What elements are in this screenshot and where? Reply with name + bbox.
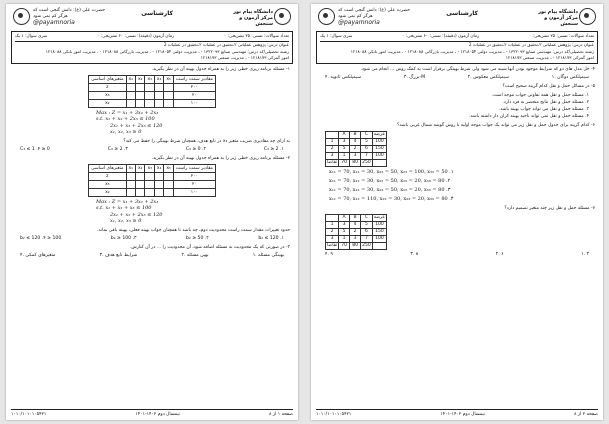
page-footer [316,409,598,417]
option-3[interactable]: شرایط تابع هدف .۳ [99,252,138,258]
lp-model-1: Max : Z = x₁ + 3x₂ + 2x₃ s.t. x₁ + x₂ + 2x₃ ≤ 100 2x₁ + x₂ + 2x₃ ≤ 120 x₁, x₂, x₃ ≥ 0 [96,109,163,135]
table-row: ۱۰۰ x₂ [89,188,216,196]
question-4: ۴- حل مدل های دو که شرایط موجود بودن آنها شبیه می شود ولی شرط بهینگی برقرار است به کمک روش ... انجام می شود. [360,66,595,72]
course-title: عنوان درس: پژوهش عملیاتی ۲،تحقیق در عملیات ۲،تحقیق در عملیات 2 [468,42,594,47]
option-2[interactable]: b₂ ≥ 50 .۲ [186,235,209,241]
page-footer [11,409,293,417]
option-1[interactable]: C₃ ≥ 2 .۱ [263,146,284,152]
transport-table-2: A B C عرضه 1 3 4 5 100 2 5 2 6 150 3 1 3 7 100 تقاضا 70 80 250 [327,215,386,248]
footer-page-number: صفحه ۱ از ۸ [269,412,293,417]
brand-logo-icon [318,8,335,25]
table-row: 1 3 4 5 100 [326,221,387,228]
question-5-option-1[interactable]: ۱. مسئله حمل و نقل همه نفاوتی جواب موجه است. [491,92,589,98]
option-3[interactable]: M-بزرگ .۳ [403,74,426,80]
question-6-option-4[interactable]: x₁₁ = 70, x₁₂ = 110, x₂₂ = 30, x₂₃ = 20, x₃₃ = 80 .۴ [329,195,454,202]
exam-info-box [316,31,598,64]
question-1: ۱- مسئله برنامه ریزی خطی زیر را به همراه جدول بهینه آن در نظر بگیرید. [151,66,290,72]
university-logo-icon [274,8,291,25]
table-row: ۱۰۰ x₂ [89,99,216,107]
course-codes-2: امور گمرکی ۱۲۱۸۱۷۳ - ، مدیریت صنعتی ۱۲۱۸۱۷۳ [200,55,289,60]
table-row: ۲۰ x₅ [89,180,216,188]
question-5: ۵- در مسائل حمل و نقل کدام گزینه صحیح است؟ [502,83,595,89]
col-header: x₃ [145,75,154,83]
simplex-table [88,75,216,108]
question-1-sub: به ازای چه مقادیری ضریب متغیر x₃ در تابع هدف، همچنان شرط بهینگی را حفظ می کند؟ [123,138,290,144]
university-name: دانشگاه پیام نور مرکز آزمون و سنجش [538,9,578,27]
transport-table: A B C عرضه 1 3 4 5 100 2 5 2 6 150 3 1 3 7 100 تقاضا 70 80 250 [327,132,386,165]
course-codes-2: امور گمرکی ۱۲۱۸۱۷۳ - ، مدیریت صنعتی ۱۲۱۸۱۷۳ [505,55,594,60]
table-row: 1 3 4 5 100 [326,138,387,145]
question-3: ۳- در صورتی که یک محدودیت به مسئله اضافه شود، آن محدودیت را ... در آن کنارش. [129,244,290,250]
col-header: مقادیر سمت راست [173,75,215,83]
col-header: x₂ [135,75,144,83]
option-1[interactable]: b₂ ≤ 120 .۱ [258,235,284,241]
course-codes: رشته تحصیلی/کد درس: مهندسی صنایع ۱۳۲۲۰۹۳ - ، مدیریت دولتی ۱۲۱۸۰۵۴ - ، مدیریت بازرگانی ۱۲۱۸۰۸۸ - ، مدیریت امور بانکی ۱۲۱۸۰۸۸ [45,48,289,54]
table-row: تقاضا 70 80 250 [326,159,387,166]
footer-term: نیمسال دوم ۱۴۰۲-۱۴۰۱ [135,412,181,417]
footer-code: ۱۰۱۰/۱۰۱۰۱۰۵۴۲۱ [316,412,352,417]
page-header [316,7,598,29]
header-slogan: حضرت علی (ع): دانش گنجی است که هرگز کم نمی شود [33,8,106,19]
lp-model-2: Max : Z = x₁ + 3x₂ + 2x₃ s.t. x₁ + x₂ + x₃ ≤ 100 2x₁ + x₂ + 2x₃ ≤ 120 x₁, x₂, x₃ ≥ 0 [96,198,163,224]
col-header: x₁ [126,75,135,83]
question-1-options [20,146,284,153]
option-4[interactable]: 0 ≤ C₃ ≤ 1 .۴ [20,146,50,152]
col-header: متغیرهای اساسی [89,75,126,83]
question-5-option-3[interactable]: ۳. مسئله حمل و نقل می تواند جواب بهینه باشد. [498,106,589,112]
table-row: 2 5 2 6 150 [326,145,387,152]
option-1[interactable]: سیمپلکس دوگان .۱ [551,74,589,80]
question-7-options [325,251,589,258]
exam-page-2 [311,4,603,420]
option-4[interactable]: ۹ .۴ [325,251,333,257]
col-header: x₄ [154,75,163,83]
header-slogan: حضرت علی (ع): دانش گنجی است که هرگز کم نمی شود [338,8,411,19]
table-row: 3 1 3 7 100 [326,152,387,159]
footer-term: نیمسال دوم ۱۴۰۲-۱۴۰۱ [440,412,486,417]
table-row: 3 1 3 7 100 [326,235,387,242]
option-1[interactable]: ۳ .۱ [581,251,589,257]
question-7: ۷- مسئله حمل و نقل زیر چند متغیر تصمیم دارد؟ [504,205,595,211]
option-2[interactable]: سیمپلکس معکوس .۲ [467,74,510,80]
exam-duration: زمان آزمون (دقیقه): تستی: ۶۰ تشریحی: ۰ [97,34,175,39]
footer-code: ۱۰۱۰/۱۰۱۰۱۰۵۴۲۱ [11,412,47,417]
table-row: ۲۰۰ z [89,83,216,91]
brand-watermark: @payamnoria [33,19,75,26]
question-2-options [20,235,284,242]
question-series: سری سوال: ۱ یک [15,34,48,39]
footer-page-number: صفحه ۲ از ۸ [574,412,598,417]
question-2: ۲- مسئله برنامه ریزی خطی زیر را به همراه جدول بهینه آن در نظر بگیرید. [151,155,290,161]
table-row: ۲۰ x₅ [89,91,216,99]
table-row: ۲۰۰ z [89,172,216,180]
page-header [11,7,293,29]
option-4[interactable]: متغیرهای کمکی .۴ [20,252,56,258]
simplex-table-2: مقادیر سمت راست x₅ x₄ x₃ x₂ x₁ متغیرهای اساسی ۲۰۰ z ۲۰ x₅ ۱۰۰ x₂ [88,164,216,197]
question-6-option-2[interactable]: x₁₁ = 70, x₁₂ = 30, x₂₂ = 50, x₂₃ = 20, x₃₃ = 80 .۲ [329,177,451,184]
option-3[interactable]: C₃ ≥ 2 .۳ [107,146,128,152]
brand-watermark: @payamnoria [338,19,380,26]
question-5-option-2[interactable]: ۲. مسئله حمل و نقل نتایج منحصر به فرد دارد. [502,99,589,105]
exam-level: کارشناسی [141,10,173,17]
exam-page-1 [6,4,298,420]
question-count: تعداد سوالات: تستی: ۲۵ تشریحی: ۰ [528,34,594,39]
question-2-sub: حدود تغییرات مقدار سمت راست محدودیت دوم، چه باشد تا همچنان جواب بهینه فعلی، بهینه باقی بماند. [97,227,290,233]
option-4[interactable]: سیمپلکس ثانویه .۴ [325,74,362,80]
option-2[interactable]: ۶ .۲ [495,251,504,257]
option-2[interactable]: بهین مسئله .۲ [181,252,209,258]
question-count: تعداد سوالات: تستی: ۲۵ تشریحی: ۰ [223,34,289,39]
course-codes: رشته تحصیلی/کد درس: مهندسی صنایع ۱۳۲۲۰۹۳ - ، مدیریت دولتی ۱۲۱۸۰۵۴ - ، مدیریت بازرگانی ۱۲۱۸۰۸۸ - ، مدیریت امور بانکی ۱۲۱۸۰۸۸ [350,48,594,54]
question-series: سری سوال: ۱ یک [320,34,353,39]
question-6-option-1[interactable]: x₁₁ = 70, x₁₂ = 30, x₂₂ = 50, x₂₃ = 100, x₃₃ = 50 .۱ [329,168,454,175]
option-1[interactable]: بهینگی مسئله .۱ [252,252,284,258]
table-row: تقاضا 70 80 250 [326,242,387,249]
university-name: دانشگاه پیام نور مرکز آزمون و سنجش [233,9,273,27]
option-3[interactable]: b₂ ≥ 100 .۳ [110,235,137,241]
option-2[interactable]: C₃ ≥ 0 .۲ [185,146,206,152]
question-6-option-3[interactable]: x₁₁ = 70, x₁₂ = 30, x₂₂ = 50, x₂₃ = 20, x₃₃ = 80 .۳ [329,186,451,193]
exam-level: کارشناسی [446,10,478,17]
table-row: 2 5 2 6 150 [326,228,387,235]
question-3-options [20,252,284,259]
course-title: عنوان درس: پژوهش عملیاتی ۲،تحقیق در عملیات ۲،تحقیق در عملیات 2 [163,42,289,47]
col-header: x₅ [164,75,173,83]
option-4[interactable]: 100 ≤ b₂ ≤ 120 .۴ [20,235,62,241]
question-5-option-4[interactable]: ۴. مسئله حمل و نقل نمی تواند ناحیه بهینه کران دار داشته باشد. [469,113,589,119]
option-3[interactable]: ۸ .۳ [410,251,419,257]
university-logo-icon [579,8,596,25]
question-6: ۶- کدام گزینه برای جدول حمل و نقل زیر می تواند یک جواب موجه اولیه با روش گوشه شمال غربی باشد؟ [397,122,595,128]
exam-info-box [11,31,293,64]
brand-logo-icon [13,8,30,25]
exam-duration: زمان آزمون (دقیقه): تستی: ۶۰ تشریحی: ۰ [402,34,480,39]
question-4-options [325,74,589,81]
